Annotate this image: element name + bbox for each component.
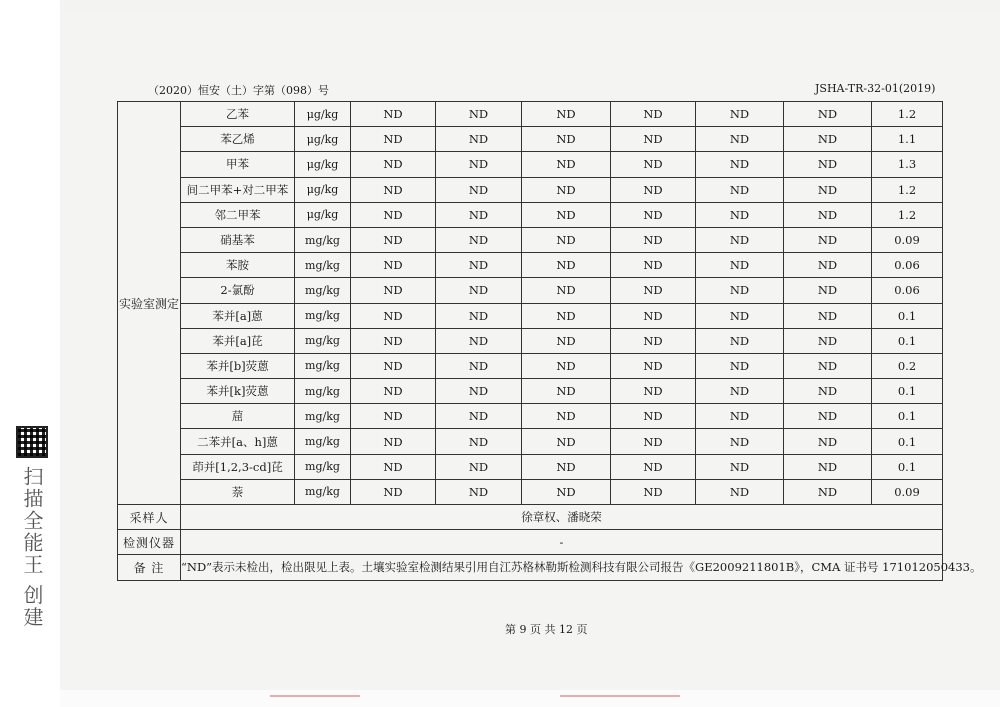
- analyte-name: 2-氯酚: [181, 278, 295, 303]
- detection-limit-cell: 0.1: [872, 303, 943, 328]
- result-cell: ND: [522, 479, 611, 504]
- instrument-row: [118, 530, 943, 555]
- result-cell: ND: [351, 202, 436, 227]
- detection-limit-cell: 0.1: [872, 379, 943, 404]
- result-cell: ND: [436, 303, 522, 328]
- detection-limit-cell: 0.2: [872, 353, 943, 378]
- table-row: [118, 152, 943, 177]
- detection-limit-cell: 0.09: [872, 227, 943, 252]
- scanner-margin: [0, 0, 60, 707]
- result-cell: ND: [351, 177, 436, 202]
- result-cell: ND: [784, 202, 872, 227]
- result-cell: ND: [611, 127, 696, 152]
- analyte-name: 苯乙烯: [181, 127, 295, 152]
- analyte-name: 茚并[1,2,3-cd]芘: [181, 454, 295, 479]
- result-cell: ND: [351, 454, 436, 479]
- result-cell: ND: [696, 102, 784, 127]
- detection-limit-cell: 0.09: [872, 479, 943, 504]
- detection-limit-cell: 0.1: [872, 429, 943, 454]
- result-cell: ND: [611, 454, 696, 479]
- result-cell: ND: [784, 278, 872, 303]
- unit-cell: mg/kg: [295, 404, 351, 429]
- stamp-fragment: [560, 695, 680, 703]
- result-cell: ND: [784, 353, 872, 378]
- unit-cell: mg/kg: [295, 353, 351, 378]
- result-cell: ND: [351, 152, 436, 177]
- table-row: [118, 177, 943, 202]
- result-cell: ND: [522, 177, 611, 202]
- table-row: [118, 328, 943, 353]
- detection-limit-cell: 0.1: [872, 328, 943, 353]
- result-cell: ND: [784, 328, 872, 353]
- result-cell: ND: [351, 328, 436, 353]
- unit-cell: mg/kg: [295, 454, 351, 479]
- unit-cell: mg/kg: [295, 379, 351, 404]
- detection-limit-cell: 1.2: [872, 202, 943, 227]
- result-cell: ND: [436, 379, 522, 404]
- table-row: [118, 353, 943, 378]
- table-row: [118, 253, 943, 278]
- result-cell: ND: [784, 152, 872, 177]
- result-cell: ND: [696, 177, 784, 202]
- result-cell: ND: [351, 303, 436, 328]
- result-cell: ND: [611, 102, 696, 127]
- result-cell: ND: [522, 404, 611, 429]
- table-row: [118, 479, 943, 504]
- table-row: [118, 102, 943, 127]
- sampler-row: [118, 505, 943, 530]
- result-cell: ND: [611, 177, 696, 202]
- detection-limit-cell: 1.3: [872, 152, 943, 177]
- result-cell: ND: [611, 429, 696, 454]
- result-cell: ND: [696, 127, 784, 152]
- unit-cell: mg/kg: [295, 253, 351, 278]
- section-label: 实验室测定: [118, 102, 181, 505]
- table-row: [118, 404, 943, 429]
- result-cell: ND: [522, 202, 611, 227]
- analyte-name: 苯并[a]蒽: [181, 303, 295, 328]
- analyte-name: 苯并[b]荧蒽: [181, 353, 295, 378]
- unit-cell: μg/kg: [295, 102, 351, 127]
- instrument-label: 检测仪器: [118, 530, 181, 555]
- result-cell: ND: [611, 227, 696, 252]
- unit-cell: μg/kg: [295, 177, 351, 202]
- detection-limit-cell: 1.2: [872, 102, 943, 127]
- table-row: [118, 429, 943, 454]
- result-cell: ND: [784, 379, 872, 404]
- result-cell: ND: [436, 177, 522, 202]
- result-cell: ND: [784, 479, 872, 504]
- unit-cell: μg/kg: [295, 127, 351, 152]
- result-cell: ND: [611, 278, 696, 303]
- result-cell: ND: [784, 227, 872, 252]
- table-row: [118, 278, 943, 303]
- result-cell: ND: [611, 404, 696, 429]
- detection-limit-cell: 1.1: [872, 127, 943, 152]
- analyte-name: 间二甲苯+对二甲苯: [181, 177, 295, 202]
- result-cell: ND: [696, 328, 784, 353]
- results-table-body: [118, 102, 982, 581]
- sampler-label: 采样人: [118, 505, 181, 530]
- scanner-watermark: 扫描全能王 创建: [20, 466, 44, 629]
- result-cell: ND: [696, 202, 784, 227]
- result-cell: ND: [436, 127, 522, 152]
- analyte-name: 苯并[k]荧蒽: [181, 379, 295, 404]
- result-cell: ND: [351, 102, 436, 127]
- result-cell: ND: [784, 454, 872, 479]
- form-code: JSHA-TR-32-01(2019): [815, 82, 936, 95]
- result-cell: ND: [351, 253, 436, 278]
- result-cell: ND: [611, 152, 696, 177]
- result-cell: ND: [351, 127, 436, 152]
- result-cell: ND: [522, 454, 611, 479]
- detection-limit-cell: 0.1: [872, 454, 943, 479]
- analyte-name: 邻二甲苯: [181, 202, 295, 227]
- table-row: [118, 303, 943, 328]
- result-cell: ND: [696, 454, 784, 479]
- analyte-name: 甲苯: [181, 152, 295, 177]
- analyte-name: 二苯并[a、h]蒽: [181, 429, 295, 454]
- result-cell: ND: [522, 102, 611, 127]
- sampler-value: 徐章权、潘晓荣: [181, 505, 943, 530]
- result-cell: ND: [351, 278, 436, 303]
- analyte-name: 苯并[a]芘: [181, 328, 295, 353]
- result-cell: ND: [696, 152, 784, 177]
- result-cell: ND: [784, 253, 872, 278]
- remarks-row: [118, 555, 943, 580]
- result-cell: ND: [696, 379, 784, 404]
- table-row: [118, 127, 943, 152]
- result-cell: ND: [436, 253, 522, 278]
- result-cell: ND: [436, 202, 522, 227]
- result-cell: ND: [436, 429, 522, 454]
- result-cell: ND: [611, 328, 696, 353]
- result-cell: ND: [522, 429, 611, 454]
- result-cell: ND: [351, 479, 436, 504]
- result-cell: ND: [522, 152, 611, 177]
- result-cell: ND: [436, 328, 522, 353]
- result-cell: ND: [436, 404, 522, 429]
- table-row: [118, 379, 943, 404]
- result-cell: ND: [522, 379, 611, 404]
- unit-cell: mg/kg: [295, 278, 351, 303]
- detection-limit-cell: 0.06: [872, 253, 943, 278]
- result-cell: ND: [696, 479, 784, 504]
- unit-cell: mg/kg: [295, 303, 351, 328]
- result-cell: ND: [611, 479, 696, 504]
- table-row: [118, 202, 943, 227]
- result-cell: ND: [522, 127, 611, 152]
- result-cell: ND: [696, 227, 784, 252]
- detection-limit-cell: 0.06: [872, 278, 943, 303]
- result-cell: ND: [436, 227, 522, 252]
- result-cell: ND: [784, 102, 872, 127]
- result-cell: ND: [522, 278, 611, 303]
- result-cell: ND: [522, 353, 611, 378]
- table-row: [118, 454, 943, 479]
- page-number: 第 9 页 共 12 页: [505, 623, 588, 636]
- stamp-fragment: [270, 695, 360, 703]
- result-cell: ND: [351, 227, 436, 252]
- result-cell: ND: [784, 177, 872, 202]
- table-row: [118, 227, 943, 252]
- analyte-name: 䓛: [181, 404, 295, 429]
- result-cell: ND: [351, 404, 436, 429]
- result-cell: ND: [784, 303, 872, 328]
- result-cell: ND: [611, 253, 696, 278]
- unit-cell: mg/kg: [295, 429, 351, 454]
- instrument-value: -: [181, 530, 943, 555]
- result-cell: ND: [436, 479, 522, 504]
- result-cell: ND: [696, 278, 784, 303]
- result-cell: ND: [351, 429, 436, 454]
- result-cell: ND: [522, 303, 611, 328]
- result-cell: ND: [436, 454, 522, 479]
- result-cell: ND: [351, 353, 436, 378]
- page-bottom-edge: [60, 690, 1000, 707]
- result-cell: ND: [611, 303, 696, 328]
- qr-code-icon: [16, 426, 48, 458]
- unit-cell: μg/kg: [295, 202, 351, 227]
- unit-cell: μg/kg: [295, 152, 351, 177]
- result-cell: ND: [696, 429, 784, 454]
- detection-limit-cell: 1.2: [872, 177, 943, 202]
- document-number: （2020）恒安（土）字第（098）号: [148, 84, 329, 97]
- result-cell: ND: [784, 127, 872, 152]
- result-cell: ND: [436, 278, 522, 303]
- result-cell: ND: [522, 328, 611, 353]
- result-cell: ND: [611, 353, 696, 378]
- result-cell: ND: [696, 353, 784, 378]
- detection-limit-cell: 0.1: [872, 404, 943, 429]
- unit-cell: mg/kg: [295, 227, 351, 252]
- result-cell: ND: [784, 404, 872, 429]
- results-table: [117, 101, 982, 581]
- result-cell: ND: [522, 253, 611, 278]
- result-cell: ND: [436, 353, 522, 378]
- analyte-name: 萘: [181, 479, 295, 504]
- result-cell: ND: [436, 102, 522, 127]
- result-cell: ND: [436, 152, 522, 177]
- result-cell: ND: [522, 227, 611, 252]
- result-cell: ND: [696, 404, 784, 429]
- unit-cell: mg/kg: [295, 328, 351, 353]
- remarks-label: 备 注: [118, 555, 181, 580]
- result-cell: ND: [611, 379, 696, 404]
- result-cell: ND: [696, 253, 784, 278]
- result-cell: ND: [696, 303, 784, 328]
- analyte-name: 乙苯: [181, 102, 295, 127]
- remarks-value: “ND”表示未检出，检出限见上表。土壤实验室检测结果引用自江苏格林勒斯检测科技有限公司报告《GE2009211801B》，CMA 证书号 171012050433。: [181, 555, 943, 580]
- result-cell: ND: [611, 202, 696, 227]
- unit-cell: mg/kg: [295, 479, 351, 504]
- analyte-name: 苯胺: [181, 253, 295, 278]
- result-cell: ND: [784, 429, 872, 454]
- analyte-name: 硝基苯: [181, 227, 295, 252]
- result-cell: ND: [351, 379, 436, 404]
